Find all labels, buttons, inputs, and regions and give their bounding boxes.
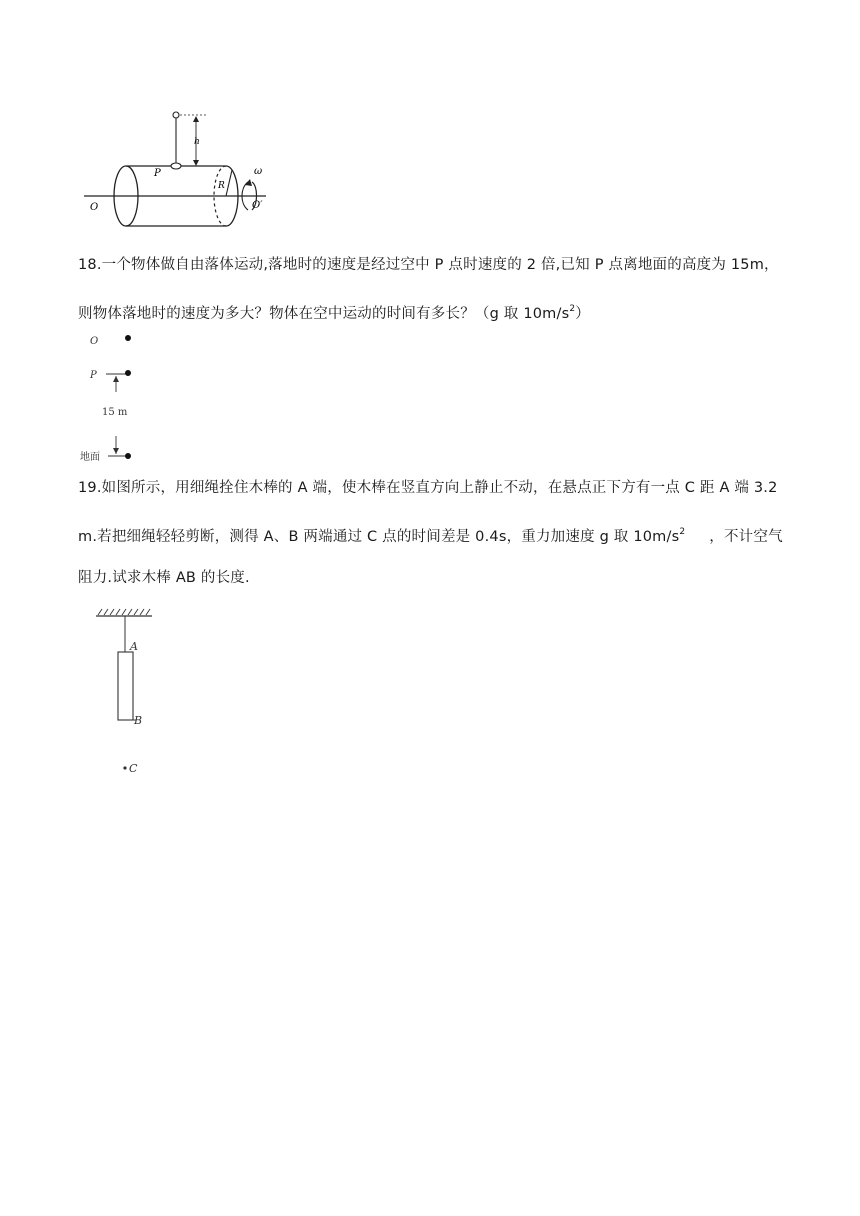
question-18-line-1 [78,254,779,276]
q19-text-2-end: ，不计空气 [709,528,783,545]
label-c: C [129,762,138,775]
q18-superscript: 2 [569,304,576,314]
q19-text-2: m.若把细绳轻轻剪断，测得 A、B 两端通过 C 点的时间差是 0.4s，重力加速度 g 取 10m/s [78,528,680,545]
label-a: A [130,640,138,653]
q18-text-1: 18.一个物体做自由落体运动,落地时的速度是经过空中 P 点时速度的 2 倍,已知 P 点离地面的高度为 15m， [78,257,779,273]
q19-text-1: 19.如图所示，用细绳拴住木棒的 A 端，使木棒在竖直方向上静止不动，在悬点正下方有一点 C 距 A 端 3.2 [78,480,778,496]
question-19-line-1 [78,477,778,499]
label-o: O [90,202,99,213]
label-o-prime: O′ [252,200,263,211]
label-b: B [134,714,143,727]
q18-text-2-end: ） [575,305,590,322]
label-omega: ω [254,166,263,177]
cylinder-figure [80,108,280,228]
label-r: R [218,181,225,191]
question-18-line-2 [78,299,590,325]
label-o-point: O [90,336,99,347]
q19-text-3: 阻力.试求木棒 AB 的长度. [78,570,250,586]
question-19-line-2 [78,522,783,548]
q19-superscript: 2 [679,527,686,537]
free-fall-figure [78,330,158,466]
hanging-rod-figure [94,608,164,784]
label-ground: 地面 [80,452,100,463]
label-p: P [154,168,161,179]
q18-text-2: 则物体落地时的速度为多大？物体在空中运动的时间有多长？（g 取 10m/s [78,305,570,322]
question-19-line-3 [78,567,250,589]
label-p-point: P [90,370,97,381]
label-15m: 15 m [102,407,128,418]
label-h: h [194,137,200,147]
